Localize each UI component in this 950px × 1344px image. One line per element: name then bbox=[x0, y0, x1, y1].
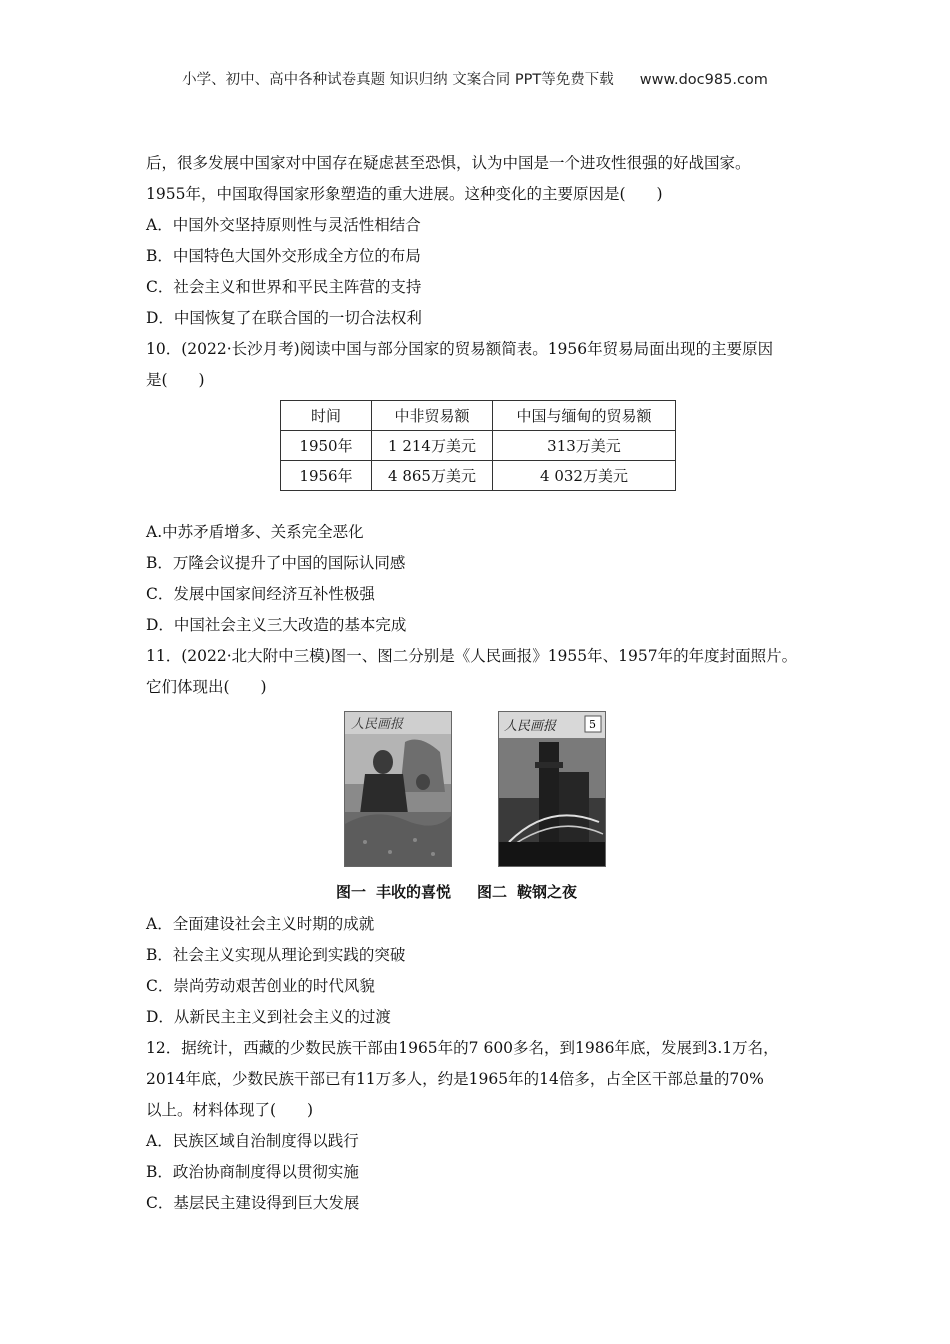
q10-option-a: A.中苏矛盾增多、关系完全恶化 bbox=[146, 523, 364, 541]
q11-option-c: C．崇尚劳动艰苦创业的时代风貌 bbox=[146, 977, 375, 995]
document-body bbox=[146, 148, 826, 1219]
figure-caption bbox=[336, 881, 587, 902]
q11-stem-line2: 它们体现出( ) bbox=[146, 678, 267, 696]
q11-stem-line1: 11．(2022·北大附中三模)图一、图二分别是《人民画报》1955年、1957年的年度封面照片。 bbox=[146, 647, 798, 665]
q9-stem-line2: 1955年，中国取得国家形象塑造的重大进展。这种变化的主要原因是( ) bbox=[146, 185, 663, 203]
q10-stem-line1: 10．(2022·长沙月考)阅读中国与部分国家的贸易额简表。1956年贸易局面出现的主要原因 bbox=[146, 340, 774, 358]
q9-option-b: B．中国特色大国外交形成全方位的布局 bbox=[146, 247, 421, 265]
q12-option-c: C．基层民主建设得到巨大发展 bbox=[146, 1194, 360, 1212]
table-row bbox=[281, 431, 676, 461]
q11-option-b: B．社会主义实现从理论到实践的突破 bbox=[146, 946, 406, 964]
figure-1-label: 图一 bbox=[336, 883, 367, 901]
q12-option-a: A．民族区域自治制度得以践行 bbox=[146, 1132, 359, 1150]
q12-option-b: B．政治协商制度得以贯彻实施 bbox=[146, 1163, 359, 1181]
q9-option-a: A．中国外交坚持原则性与灵活性相结合 bbox=[146, 216, 421, 234]
figure-2-photo bbox=[498, 711, 606, 867]
table-cell: 4 865万美元 bbox=[372, 461, 493, 491]
table-header-cell: 时间 bbox=[281, 401, 372, 431]
header-text: 小学、初中、高中各种试卷真题 知识归纳 文案合同 PPT等免费下载 bbox=[182, 72, 614, 88]
figure-1-masthead: 人民画报 bbox=[351, 717, 404, 732]
q10-option-d: D．中国社会主义三大改造的基本完成 bbox=[146, 616, 407, 634]
table-header-row bbox=[281, 401, 676, 431]
figure-1-title: 丰收的喜悦 bbox=[376, 883, 452, 901]
q10-option-b: B．万隆会议提升了中国的国际认同感 bbox=[146, 554, 406, 572]
figure-2-title: 鞍钢之夜 bbox=[517, 883, 578, 901]
figures-block bbox=[146, 711, 826, 909]
table-cell: 313万美元 bbox=[493, 431, 676, 461]
table-header-cell: 中非贸易额 bbox=[372, 401, 493, 431]
figure-2-issue-number: 5 bbox=[589, 718, 596, 731]
table-cell: 1 214万美元 bbox=[372, 431, 493, 461]
q12-stem-line1: 12．据统计，西藏的少数民族干部由1965年的7 600多名，到1986年底，发展到3.1万名， bbox=[146, 1039, 779, 1057]
q9-option-c: C．社会主义和世界和平民主阵营的支持 bbox=[146, 278, 422, 296]
q10-stem-line2: 是( ) bbox=[146, 371, 205, 389]
table-cell: 1950年 bbox=[281, 431, 372, 461]
table-header-cell: 中国与缅甸的贸易额 bbox=[493, 401, 676, 431]
header-site-link[interactable]: www.doc985.com bbox=[639, 72, 768, 88]
q9-option-d: D．中国恢复了在联合国的一切合法权利 bbox=[146, 309, 422, 327]
table-cell: 4 032万美元 bbox=[493, 461, 676, 491]
q10-option-c: C．发展中国家间经济互补性极强 bbox=[146, 585, 375, 603]
table-cell: 1956年 bbox=[281, 461, 372, 491]
page-header bbox=[0, 68, 950, 89]
q11-option-d: D．从新民主主义到社会主义的过渡 bbox=[146, 1008, 391, 1026]
figure-2-label: 图二 bbox=[477, 883, 508, 901]
figure-2-masthead: 人民画报 bbox=[504, 719, 557, 734]
q12-stem-line3: 以上。材料体现了( ) bbox=[146, 1101, 314, 1119]
figure-1-photo bbox=[344, 711, 452, 867]
trade-table bbox=[280, 400, 676, 491]
q9-stem-line1: 后，很多发展中国家对中国存在疑虑甚至恐惧，认为中国是一个进攻性很强的好战国家。 bbox=[146, 154, 751, 172]
table-row bbox=[281, 461, 676, 491]
q12-stem-line2: 2014年底，少数民族干部已有11万多人，约是1965年的14倍多，占全区干部总量的70% bbox=[146, 1070, 764, 1088]
q11-option-a: A．全面建设社会主义时期的成就 bbox=[146, 915, 375, 933]
